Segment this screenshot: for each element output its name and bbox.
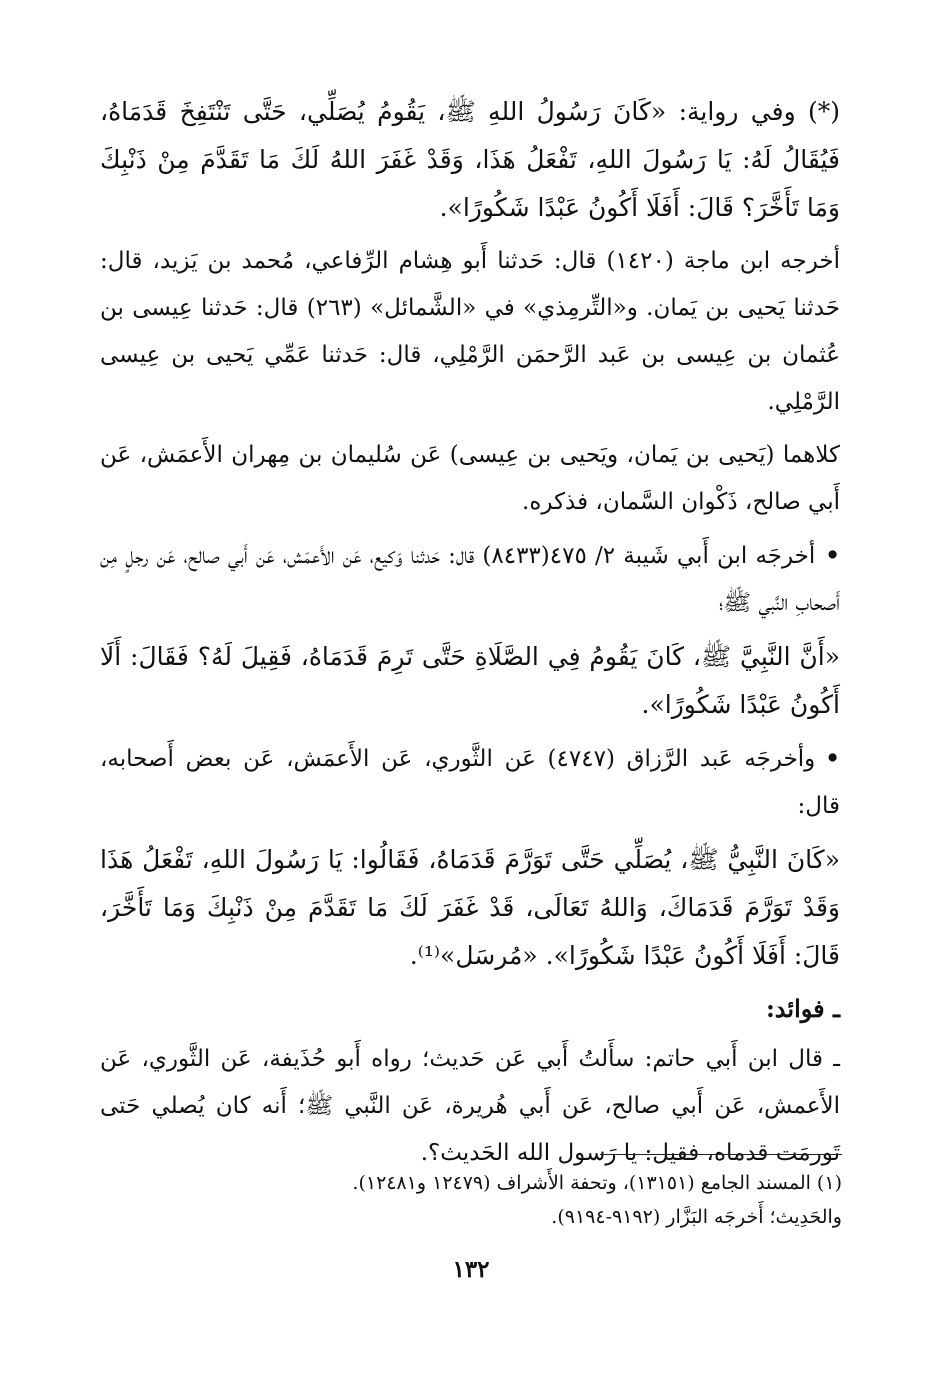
- footnotes: [102, 1166, 842, 1234]
- fawaid-heading: ـ فوائد:: [765, 994, 840, 1023]
- fawaid-text: ـ قال ابن أَبي حاتم: سأَلتُ أَبي عَن حَديث؛ رواه أَبو حُذَيفة، عَن الثَّوري، عَن الأَعمش، عَن أَبي صالح، عَن أَبي هُريرة، عَن النَّبي ﷺ؛ أَنه كان يُصلي حَتى تَورمَت قدماه، فقيل: يا رَسول الله الحَديث؟.: [100, 1046, 840, 1166]
- hadith-narration-1: (*) وفي رواية: «كَانَ رَسُولُ اللهِ ﷺ، يَقُومُ يُصَلِّي، حَتَّى تَنْتَفِخَ قَدَمَاهُ، فَيُقَالُ لَهُ: يَا رَسُولَ اللهِ، تَفْعَلُ هَذَا، وَقَدْ غَفَرَ اللهُ لَكَ مَا تَقَدَّمَ مِنْ ذَنْبِكَ وَمَا تَأَخَّرَ؟ قَالَ: أَفَلَا أَكُونُ عَبْدًا شَكُورًا».: [100, 97, 840, 222]
- hadith-narration-3: «كَانَ النَّبِيُّ ﷺ، يُصَلِّي حَتَّى تَوَرَّمَ قَدَمَاهُ، فَقَالُوا: يَا رَسُولَ اللهِ، تَفْعَلُ هَذَا وَقَدْ تَوَرَّمَ قَدَمَاكَ، وَاللهُ تَعَالَى، قَدْ غَفَرَ لَكَ مَا تَقَدَّمَ مِنْ ذَنْبِكَ وَمَا تَأَخَّرَ، قَالَ: أَفَلَا أَكُونُ عَبْدًا شَكُورًا». «مُرسَل»⁽¹⁾.: [100, 845, 840, 970]
- footnote-1: (١) المسند الجامع (١٣١٥١)، وتحفة الأَشراف (١٢٤٧٩ و١٢٤٨١).: [352, 1172, 842, 1194]
- footnote-separator: [600, 1154, 842, 1155]
- page-body: [100, 88, 840, 1183]
- footnote-1-continued: والحَدِيث؛ أَخرجَه البَزَّار (٩١٩٢-٩١٩٤).: [551, 1206, 842, 1228]
- takhrij-ibn-abi-shaybah: [100, 532, 840, 627]
- hadith-narration-2: «أَنَّ النَّبِيَّ ﷺ، كَانَ يَقُومُ فِي الصَّلَاةِ حَتَّى تَرِمَ قَدَمَاهُ، فَقِيلَ لَهُ؟ فَقَالَ: أَلَا أَكُونُ عَبْدًا شَكُورًا».: [100, 642, 840, 719]
- chain-summary: كلاهما (يَحيى بن يَمان، ويَحيى بن عِيسى) عَن سُليمان بن مِهران الأَعمَش، عَن أَبي صالح، ذَكْوان السَّمان، فذكره.: [100, 442, 840, 515]
- bullet-text: أخرجَه ابن أَبي شَيبة ٢/ ٤٧٥(٨٤٣٣) قال: حَدثنا وَكيع، عَن الأَعمَش، عَن أَبي صالح، عَن رجلٍ مِن أَصحابِ النَّبي ﷺ؛: [100, 543, 840, 616]
- page-number: ١٣٢: [452, 1256, 490, 1283]
- bullet-text: وأخرجَه عَبد الرَّزاق (٤٧٤٧) عَن الثَّوري، عَن الأَعمَش، عَن بعض أَصحابه، قال:: [100, 746, 840, 819]
- takhrij-abd-al-razzaq: [100, 735, 840, 830]
- takhrij-ibn-majah: أخرجه ابن ماجة (١٤٢٠) قال: حَدثنا أَبو هِشام الرِّفاعي، مُحمد بن يَزيد، قال: حَدثنا يَحيى بن يَمان. و«التِّرمِذي» في «الشَّمائل» (٢٦٣) قال: حَدثنا عِيسى بن عُثمان بن عِيسى بن عَبد الرَّحمَن الرَّمْلِي، قال: حَدثنا عَمِّي يَحيى بن عِيسى الرَّمْلِي.: [100, 248, 840, 415]
